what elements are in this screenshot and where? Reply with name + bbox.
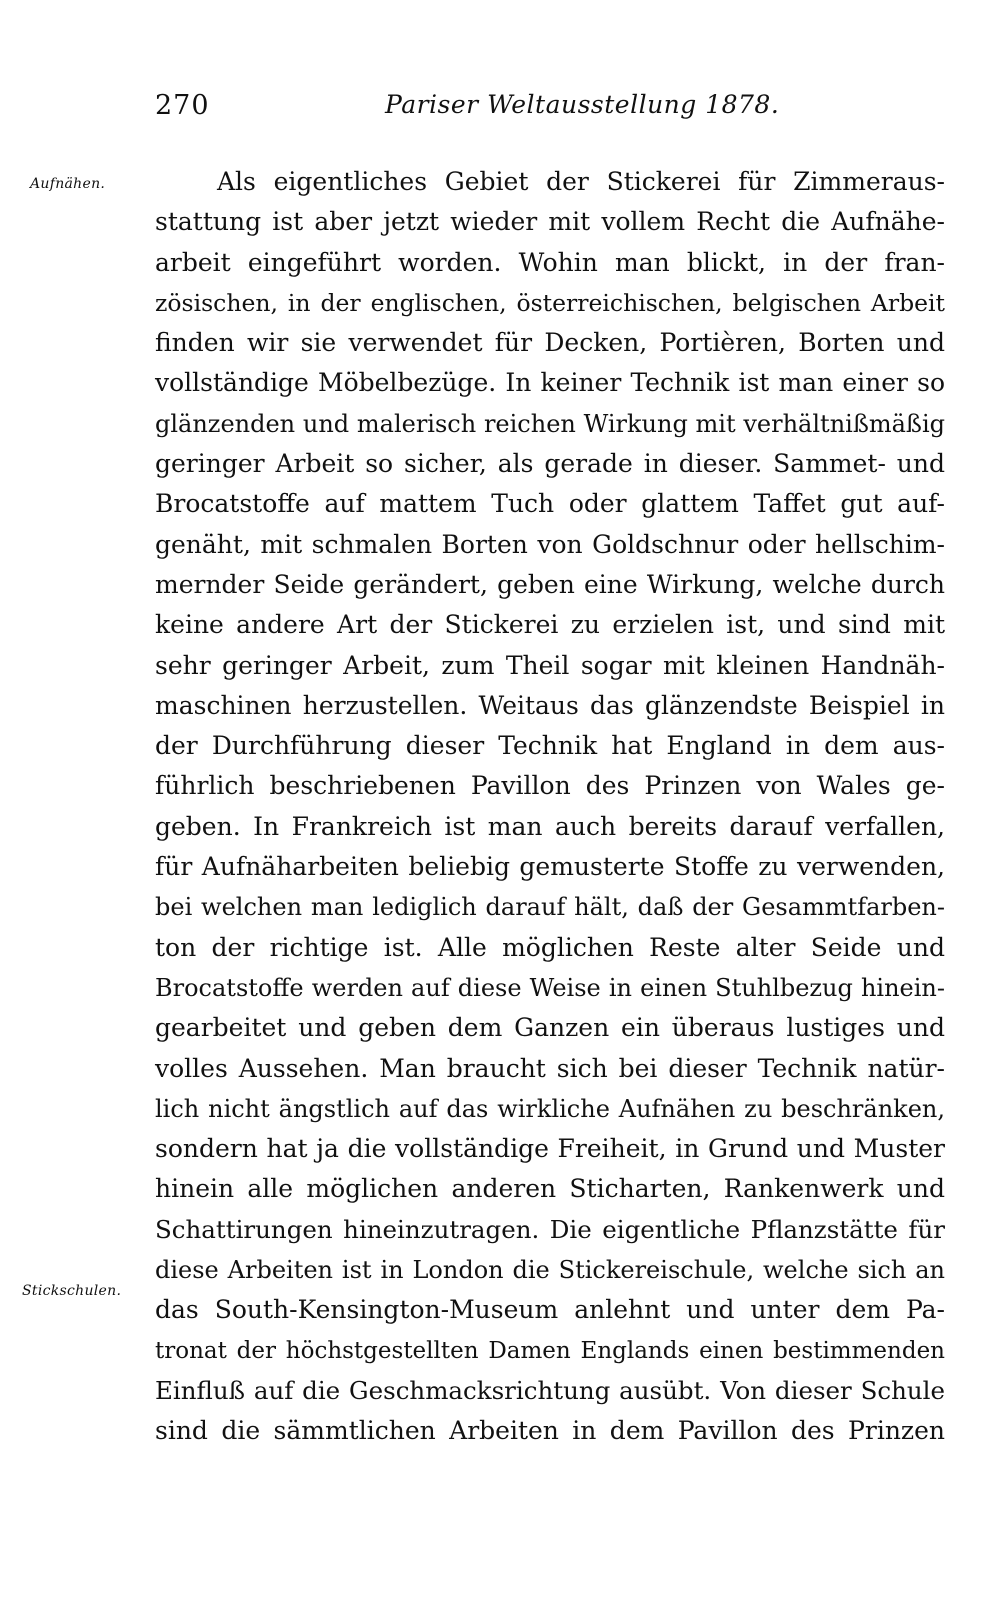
text-line: gearbeitet und geben dem Ganzen ein überaus lustiges und: [155, 1013, 945, 1043]
text-line: maschinen herzustellen. Weitaus das glänzendste Beispiel in: [155, 690, 945, 720]
text-line: diese Arbeiten ist in London die Stickereischule, welche sich an: [155, 1256, 945, 1285]
text-line: tronat der höchstgestellten Damen Englands einen bestimmenden: [155, 1337, 945, 1364]
page-header: [155, 90, 945, 130]
text-line: mernder Seide gerändert, geben eine Wirkung, welche durch: [155, 569, 945, 599]
running-title: Pariser Weltausstellung 1878.: [385, 90, 780, 119]
margin-note-stickschulen: Stickschulen.: [22, 1283, 122, 1299]
text-line: geringer Arbeit so sicher, als gerade in dieser. Sammet- und: [155, 449, 945, 479]
text-line: geben. In Frankreich ist man auch bereits darauf verfallen,: [155, 811, 945, 841]
text-line: führlich beschriebenen Pavillon des Prinzen von Wales ge-: [155, 771, 945, 801]
text-line: Als eigentliches Gebiet der Stickerei für Zimmeraus-: [217, 167, 945, 196]
text-line: lich nicht ängstlich auf das wirkliche Aufnähen zu beschränken,: [155, 1094, 945, 1123]
text-line: stattung ist aber jetzt wieder mit vollem Recht die Aufnähe-: [155, 207, 945, 237]
text-line: finden wir sie verwendet für Decken, Portièren, Borten und: [155, 328, 945, 358]
text-line: sind die sämmtlichen Arbeiten in dem Pavillon des Prinzen: [155, 1416, 945, 1446]
text-line: sondern hat ja die vollständige Freiheit, in Grund und Muster: [155, 1134, 945, 1164]
text-line: glänzenden und malerisch reichen Wirkung mit verhältnißmäßig: [155, 409, 945, 438]
text-line: das South-Kensington-Museum anlehnt und unter dem Pa-: [155, 1295, 945, 1325]
text-line: volles Aussehen. Man braucht sich bei dieser Technik natür-: [155, 1053, 945, 1083]
text-line: Brocatstoffe auf mattem Tuch oder glattem Taffet gut auf-: [155, 489, 945, 519]
text-line: Brocatstoffe werden auf diese Weise in einen Stuhlbezug hinein-: [155, 973, 945, 1002]
text-line: arbeit eingeführt worden. Wohin man blickt, in der fran-: [155, 247, 945, 277]
text-line: der Durchführung dieser Technik hat England in dem aus-: [155, 731, 945, 761]
text-line: für Aufnäharbeiten beliebig gemusterte Stoffe zu verwenden,: [155, 852, 945, 882]
text-line: Schattirungen hineinzutragen. Die eigentliche Pflanzstätte für: [155, 1214, 945, 1244]
text-line: Einfluß auf die Geschmacksrichtung ausübt. Von dieser Schule: [155, 1375, 945, 1405]
text-line: sehr geringer Arbeit, zum Theil sogar mit kleinen Handnäh-: [155, 650, 945, 680]
text-line: bei welchen man lediglich darauf hält, daß der Gesammtfarben-: [155, 893, 945, 922]
body-paragraph: [155, 162, 945, 1452]
text-line: ton der richtige ist. Alle möglichen Reste alter Seide und: [155, 932, 945, 962]
text-line: keine andere Art der Stickerei zu erzielen ist, und sind mit: [155, 610, 945, 640]
text-line: vollständige Möbelbezüge. In keiner Technik ist man einer so: [155, 368, 945, 398]
page-number: 270: [155, 90, 210, 121]
text-line: hinein alle möglichen anderen Sticharten, Rankenwerk und: [155, 1174, 945, 1204]
text-line: genäht, mit schmalen Borten von Goldschnur oder hellschim-: [155, 529, 945, 559]
margin-note-aufnaehen: Aufnähen.: [30, 176, 106, 192]
text-line: zösischen, in der englischen, österreichischen, belgischen Arbeit: [155, 288, 945, 317]
